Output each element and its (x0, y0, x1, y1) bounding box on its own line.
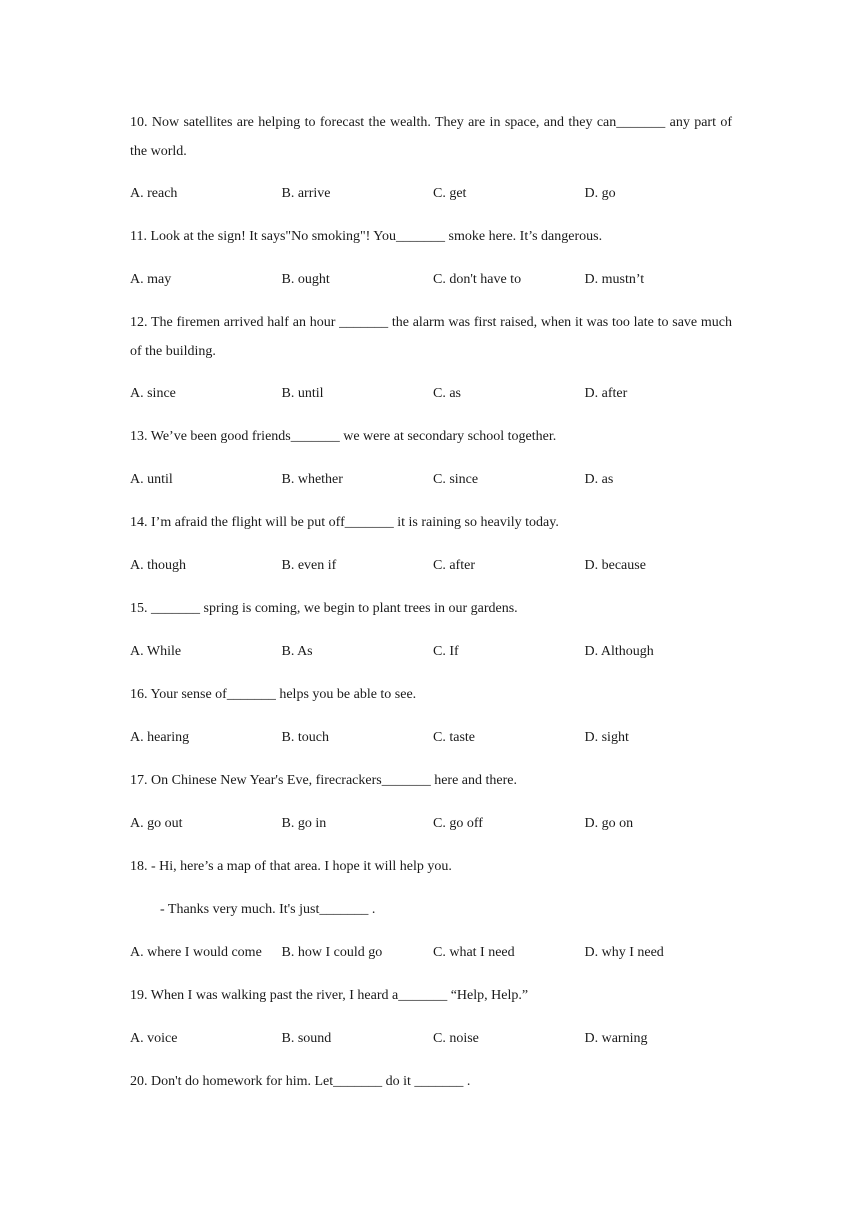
option-a[interactable]: A. though (130, 558, 186, 573)
option-b[interactable]: B. arrive (281, 186, 331, 201)
option-d[interactable]: D. why I need (584, 945, 664, 960)
option-b[interactable]: B. go in (281, 816, 327, 831)
option-a[interactable]: A. voice (130, 1031, 178, 1046)
option-d[interactable]: D. go (584, 186, 616, 201)
question-14-options (130, 551, 732, 580)
question-13-stem: 13. We’ve been good friends_______ we were at secondary school together. (130, 429, 557, 444)
question-10-options (130, 179, 732, 208)
option-b[interactable]: B. As (281, 644, 313, 659)
exam-page (130, 108, 732, 1110)
question-15-options (130, 637, 732, 666)
option-a[interactable]: A. go out (130, 816, 183, 831)
option-d[interactable]: D. because (584, 558, 646, 573)
option-a[interactable]: A. until (130, 472, 173, 487)
option-c[interactable]: C. as (433, 386, 461, 401)
option-c[interactable]: C. taste (433, 730, 475, 745)
option-b[interactable]: B. how I could go (281, 945, 383, 960)
option-c[interactable]: C. noise (433, 1031, 479, 1046)
question-16-stem: 16. Your sense of_______ helps you be able to see. (130, 687, 417, 702)
option-b[interactable]: B. ought (281, 272, 330, 287)
option-c[interactable]: C. after (433, 558, 475, 573)
question-14-stem: 14. I’m afraid the flight will be put off_______ it is raining so heavily today. (130, 515, 559, 530)
option-c[interactable]: C. don't have to (433, 272, 522, 287)
option-b[interactable]: B. sound (281, 1031, 332, 1046)
option-a[interactable]: A. hearing (130, 730, 190, 745)
option-c[interactable]: C. what I need (433, 945, 515, 960)
question-18-reply: - Thanks very much. It's just_______ . (160, 902, 376, 917)
option-d[interactable]: D. as (584, 472, 614, 487)
question-17-options (130, 809, 732, 838)
question-17-stem: 17. On Chinese New Year's Eve, firecrackers_______ here and there. (130, 773, 518, 788)
option-d[interactable]: D. warning (584, 1031, 648, 1046)
question-18-stem: 18. - Hi, here’s a map of that area. I hope it will help you. (130, 859, 452, 874)
option-d[interactable]: D. go on (584, 816, 634, 831)
question-20-stem: 20. Don't do homework for him. Let_______ do it _______ . (130, 1074, 471, 1089)
question-10-stem: 10. Now satellites are helping to forecast the wealth. They are in space, and they can_______ any part of the world. (130, 115, 732, 159)
option-a[interactable]: A. While (130, 644, 182, 659)
question-13-options (130, 465, 732, 494)
option-d[interactable]: D. mustn’t (584, 272, 645, 287)
question-11-stem: 11. Look at the sign! It says"No smoking"! You_______ smoke here. It’s dangerous. (130, 229, 603, 244)
option-b[interactable]: B. until (281, 386, 324, 401)
option-d[interactable]: D. after (584, 386, 628, 401)
option-c[interactable]: C. If (433, 644, 459, 659)
option-b[interactable]: B. whether (281, 472, 343, 487)
option-b[interactable]: B. even if (281, 558, 337, 573)
question-12-stem: 12. The firemen arrived half an hour _______ the alarm was first raised, when it was too late to save much of the building. (130, 315, 732, 359)
option-c[interactable]: C. get (433, 186, 467, 201)
option-a[interactable]: A. since (130, 386, 176, 401)
option-c[interactable]: C. since (433, 472, 479, 487)
question-19-stem: 19. When I was walking past the river, I heard a_______ “Help, Help.” (130, 988, 529, 1003)
question-19-options (130, 1024, 732, 1053)
question-12-options (130, 379, 732, 408)
question-15-stem: 15. _______ spring is coming, we begin to plant trees in our gardens. (130, 601, 518, 616)
option-d[interactable]: D. Although (584, 644, 654, 659)
option-c[interactable]: C. go off (433, 816, 483, 831)
option-a[interactable]: A. where I would come (130, 945, 262, 960)
option-d[interactable]: D. sight (584, 730, 629, 745)
option-a[interactable]: A. reach (130, 186, 178, 201)
question-18-options (130, 938, 732, 967)
option-b[interactable]: B. touch (281, 730, 329, 745)
question-11-options (130, 265, 732, 294)
option-a[interactable]: A. may (130, 272, 172, 287)
question-16-options (130, 723, 732, 752)
